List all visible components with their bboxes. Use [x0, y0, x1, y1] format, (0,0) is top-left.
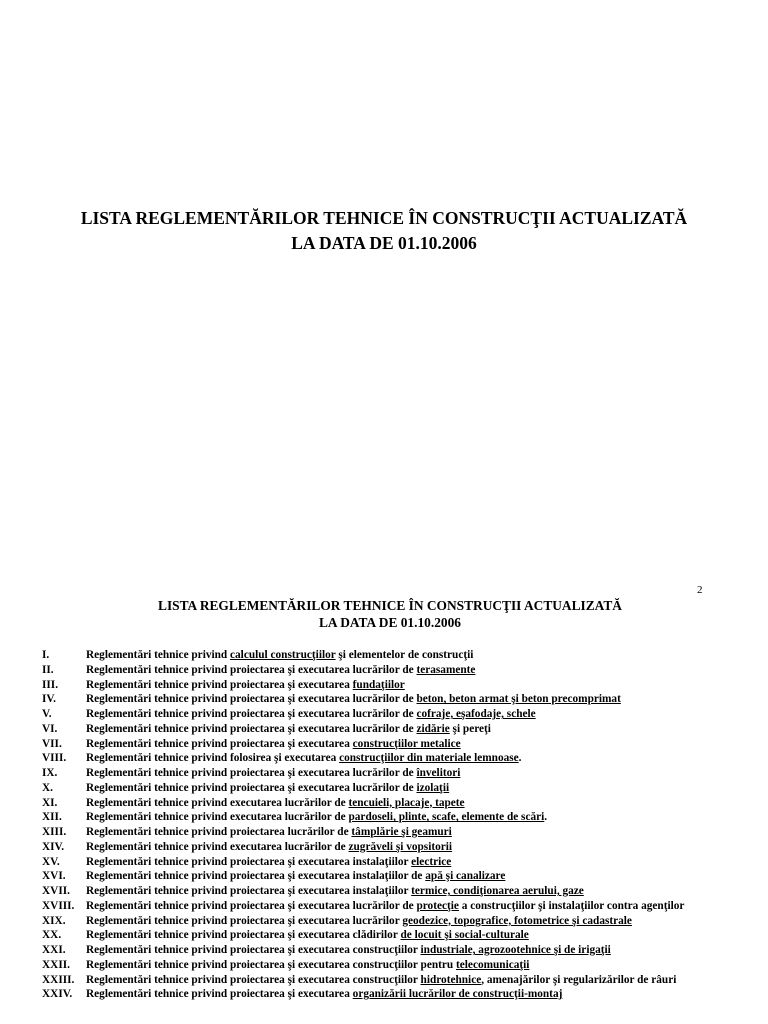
list-item-suffix: . [544, 811, 548, 824]
document-title-line-2: LA DATA DE 01.10.2006 [291, 233, 477, 253]
document-title [0, 206, 768, 256]
list-item [42, 840, 732, 855]
list-item-topic: beton, beton armat şi beton precomprimat [416, 693, 621, 706]
list-item-number: II. [42, 663, 54, 676]
list-item-number: XXIV. [42, 988, 73, 1001]
list-item-number: IX. [42, 767, 58, 779]
list-item [42, 707, 732, 722]
list-item-topic: geodezice, topografice, fotometrice şi cadastrale [402, 914, 632, 927]
list-item-prefix: Reglementări tehnice privind proiectarea şi executarea instalaţiilor [86, 855, 412, 868]
list-item-prefix: Reglementări tehnice privind proiectarea şi executarea lucrărilor de [86, 899, 417, 912]
list-item-prefix: Reglementări tehnice privind proiectarea şi executarea construcţiilor [86, 973, 421, 986]
list-item-topic: tâmplărie şi geamuri [351, 826, 452, 838]
list-item-text [86, 766, 732, 781]
list-item-prefix: Reglementări tehnice privind [86, 649, 231, 661]
list-item [42, 914, 732, 929]
list-item-prefix: Reglementări tehnice privind proiectarea şi executarea instalaţiilor de [86, 870, 426, 883]
list-item-text [86, 958, 732, 973]
list-item-prefix: Reglementări tehnice privind proiectarea şi executarea lucrărilor de [86, 708, 417, 720]
list-item-topic: hidrotehnice [420, 973, 482, 986]
list-item-text [86, 707, 732, 722]
list-item [42, 766, 732, 781]
list-item-suffix: şi elementelor de construcţii [335, 649, 474, 661]
list-item-text [86, 751, 732, 766]
list-item [42, 899, 732, 914]
list-item-text [86, 648, 732, 663]
list-item-text [86, 692, 732, 707]
list-item-prefix: Reglementări tehnice privind proiectarea şi executarea clădirilor [86, 929, 401, 942]
list-item-number: XII. [42, 811, 62, 824]
list-item [42, 781, 732, 796]
list-item-text [86, 855, 732, 870]
list-item-number: VII. [42, 737, 62, 750]
list-item [42, 825, 732, 840]
list-item-number: X. [42, 781, 53, 794]
list-item-prefix: Reglementări tehnice privind proiectarea şi executarea lucrărilor de [86, 722, 417, 735]
section-title-line-2: LA DATA DE 01.10.2006 [319, 615, 461, 630]
list-item-number: XVIII. [42, 899, 75, 912]
list-item-topic: electrice [411, 855, 452, 868]
list-item-topic: cofraje, eşafodaje, schele [416, 708, 536, 720]
list-item-number: XXI. [42, 944, 66, 956]
list-item [42, 973, 732, 988]
list-item-topic: izolaţii [416, 781, 450, 794]
list-item-suffix: . [518, 752, 522, 765]
section-title [0, 597, 768, 631]
list-item [42, 722, 732, 737]
list-item-text [86, 781, 732, 796]
list-item-text [86, 840, 732, 855]
list-item-number: V. [42, 708, 52, 720]
list-item [42, 692, 732, 707]
list-item-prefix: Reglementări tehnice privind proiectarea lucrărilor de [86, 826, 352, 838]
list-item-number: XI. [42, 796, 58, 809]
list-item [42, 855, 732, 870]
list-item-number: XV. [42, 855, 60, 868]
list-item-prefix: Reglementări tehnice privind proiectarea şi executarea construcţiilor pentru [86, 958, 457, 971]
list-item [42, 648, 732, 663]
list-item [42, 943, 732, 958]
list-item-topic: de locuit şi social-culturale [400, 929, 529, 942]
page-number: 2 [697, 584, 703, 596]
list-item-number: I. [42, 649, 50, 661]
list-item-number: XIX. [42, 914, 66, 927]
list-item-prefix: Reglementări tehnice privind proiectarea şi executarea instalaţiilor [86, 885, 412, 897]
list-item-topic: termice, condiţionarea aerului, gaze [411, 885, 584, 897]
list-item-prefix: Reglementări tehnice privind proiectarea şi executarea [86, 988, 353, 1001]
list-item-prefix: Reglementări tehnice privind proiectarea şi executarea lucrărilor de [86, 693, 417, 706]
list-item-text [86, 678, 732, 693]
list-item-text [86, 869, 732, 884]
list-item-number: XIII. [42, 826, 67, 838]
list-item [42, 796, 732, 811]
list-item-prefix: Reglementări tehnice privind proiectarea şi executarea lucrărilor [86, 914, 403, 927]
list-item-suffix: , amenajărilor şi regularizărilor de râuri [481, 973, 677, 986]
list-item-number: VI. [42, 722, 58, 735]
list-item-text [86, 928, 732, 943]
list-item-text [86, 899, 732, 914]
list-item-topic: terasamente [416, 663, 476, 676]
list-item-topic: tencuieli, placaje, tapete [348, 796, 465, 809]
list-item-prefix: Reglementări tehnice privind proiectarea şi executarea lucrărilor de [86, 663, 417, 676]
list-item-topic: apă şi canalizare [425, 870, 506, 883]
list-item-topic: telecomunicaţii [456, 958, 530, 971]
list-item-prefix: Reglementări tehnice privind proiectarea şi executarea [86, 678, 353, 691]
list-item-topic: organizării lucrărilor de construcţii-montaj [352, 988, 563, 1001]
regulations-list [42, 648, 732, 1002]
list-item-number: III. [42, 678, 59, 691]
list-item-suffix: a construcţiilor şi instalaţiilor contra agenţilor [458, 899, 685, 912]
list-item [42, 928, 732, 943]
list-item [42, 958, 732, 973]
list-item-number: XVI. [42, 870, 66, 883]
list-item-text [86, 943, 732, 958]
list-item-topic: zidărie [416, 722, 450, 735]
list-item-prefix: Reglementări tehnice privind proiectarea şi executarea [86, 737, 353, 750]
list-item-prefix: Reglementări tehnice privind executarea lucrărilor de [86, 796, 349, 809]
list-item-number: XIV. [42, 840, 65, 853]
list-item-topic: industriale, agrozootehnice şi de irigaţii [420, 944, 611, 956]
list-item-topic: calculul construcţiilor [230, 649, 336, 661]
list-item-text [86, 973, 732, 988]
list-item-text [86, 825, 732, 840]
list-item-prefix: Reglementări tehnice privind folosirea şi executarea [86, 752, 340, 765]
list-item [42, 810, 732, 825]
list-item-suffix: şi pereţi [449, 722, 491, 735]
list-item-text [86, 737, 732, 752]
list-item-topic: pardoseli, plinte, scafe, elemente de scări [348, 811, 545, 824]
list-item [42, 987, 732, 1002]
list-item [42, 737, 732, 752]
list-item-text [86, 722, 732, 737]
list-item-number: XXIII. [42, 973, 75, 986]
list-item-prefix: Reglementări tehnice privind executarea lucrărilor de [86, 840, 349, 853]
list-item-prefix: Reglementări tehnice privind proiectarea şi executarea lucrărilor de [86, 767, 417, 779]
list-item [42, 663, 732, 678]
list-item-text [86, 884, 732, 899]
list-item-text [86, 796, 732, 811]
list-item-number: XVII. [42, 885, 70, 897]
list-item-number: VIII. [42, 752, 67, 765]
list-item-text [86, 914, 732, 929]
list-item-prefix: Reglementări tehnice privind executarea lucrărilor de [86, 811, 349, 824]
list-item-text [86, 810, 732, 825]
list-item-topic: învelitori [416, 767, 461, 779]
list-item-prefix: Reglementări tehnice privind proiectarea şi executarea lucrărilor de [86, 781, 417, 794]
list-item-topic: construcţiilor metalice [352, 737, 461, 750]
list-item-topic: construcţiilor din materiale lemnoase [339, 752, 519, 765]
section-title-line-1: LISTA REGLEMENTĂRILOR TEHNICE ÎN CONSTRUCŢII ACTUALIZATĂ [158, 598, 622, 613]
list-item-number: XXII. [42, 958, 70, 971]
list-item-text [86, 663, 732, 678]
list-item [42, 884, 732, 899]
list-item [42, 751, 732, 766]
list-item-prefix: Reglementări tehnice privind proiectarea şi executarea construcţiilor [86, 944, 421, 956]
list-item-number: IV. [42, 693, 56, 706]
list-item-number: XX. [42, 929, 62, 942]
list-item-text [86, 987, 732, 1002]
list-item [42, 678, 732, 693]
list-item-topic: fundaţiilor [352, 678, 405, 691]
list-item [42, 869, 732, 884]
document-title-line-1: LISTA REGLEMENTĂRILOR TEHNICE ÎN CONSTRUCŢII ACTUALIZATĂ [80, 208, 688, 228]
list-item-topic: zugrăveli şi vopsitorii [348, 840, 453, 853]
list-item-topic: protecţie [416, 899, 459, 912]
